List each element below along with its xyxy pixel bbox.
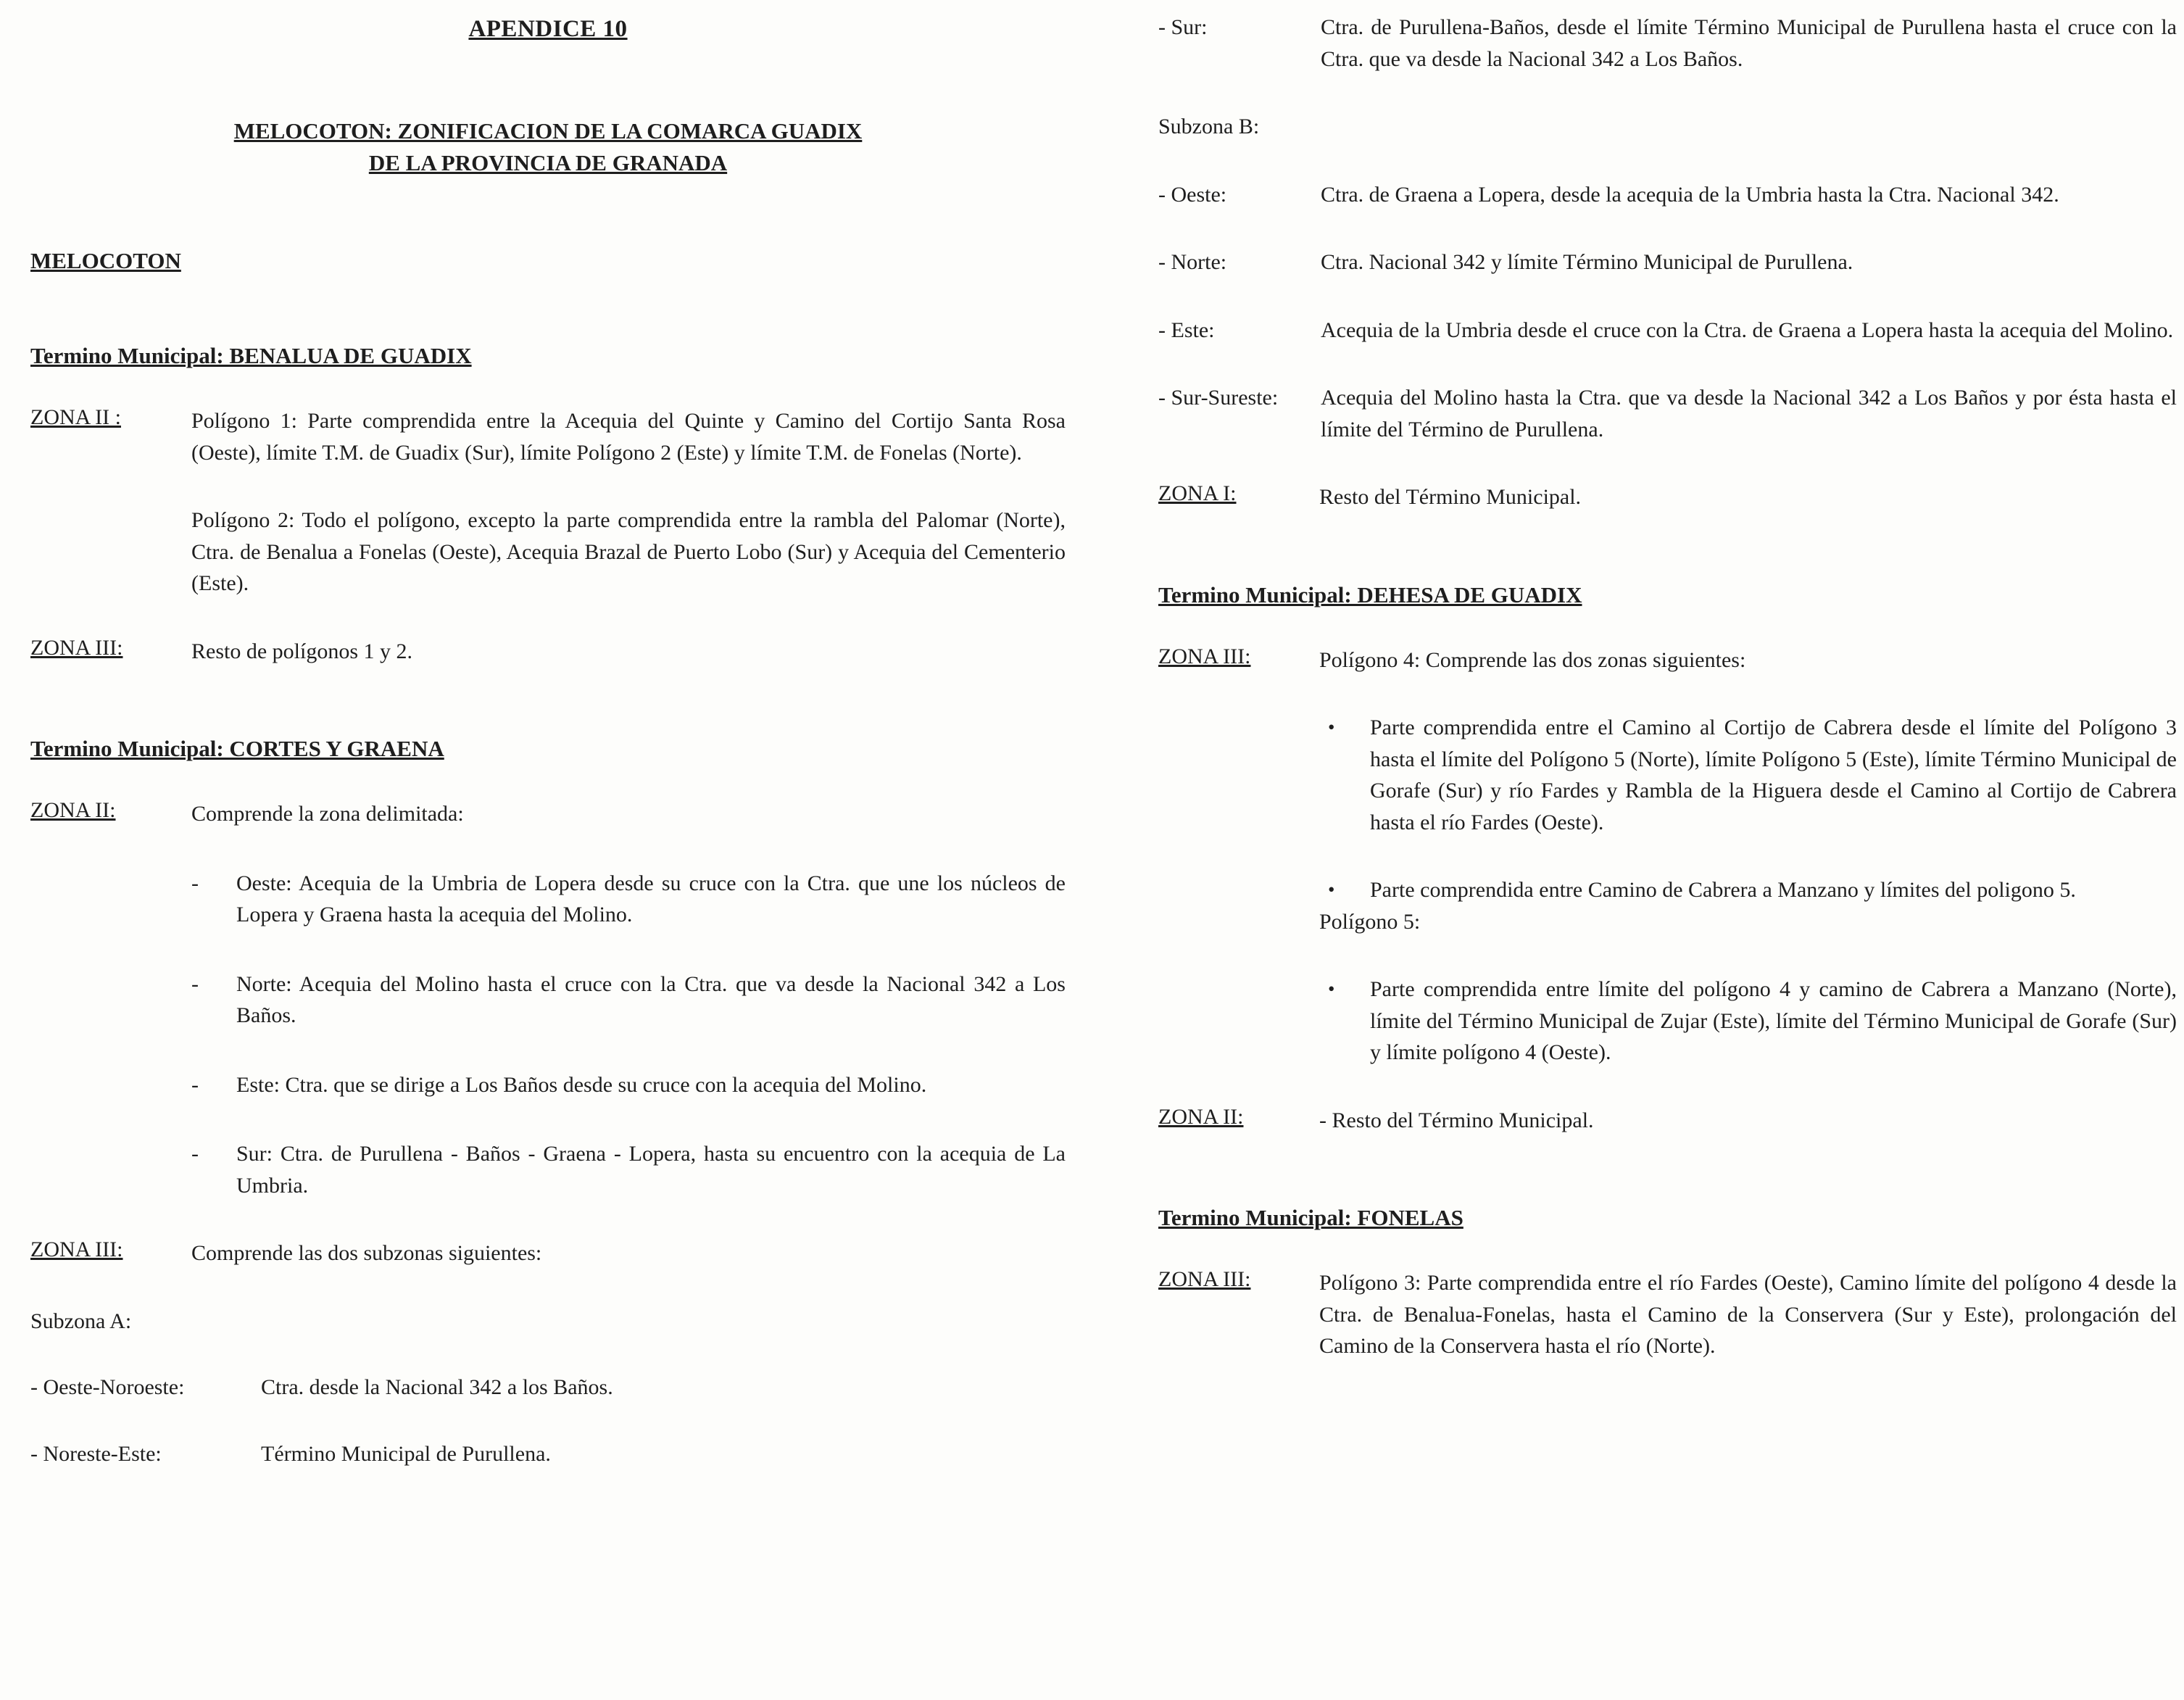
dash-item-text: Este: Ctra. que se dirige a Los Baños desde su cruce con la acequia del Molino.: [236, 1072, 927, 1097]
dash-marker: -: [191, 971, 199, 996]
bullet-marker: •: [1328, 978, 1335, 1000]
product-heading: MELOCOTON: [30, 248, 181, 274]
zone-paragraph: Comprende las dos subzonas siguientes:: [191, 1241, 542, 1266]
zone-paragraph: Polígono 1: Parte comprendida entre la Acequia del Quinte y Camino del Cortijo Santa Rosa (Oeste), límite T.M. de Guadix (Sur), límite Polígono 2 (Este) y límite T.M. de Fonelas (Norte).: [191, 409, 1066, 465]
zone-paragraph: Polígono 2: Todo el polígono, excepto la parte comprendida entre la rambla del Palomar (Norte), Ctra. de Benalua a Fonelas (Oeste), Acequia Brazal de Puerto Lobo (Sur) y Acequia del Cementerio (Este).: [191, 508, 1066, 596]
zone-body: [191, 636, 1066, 668]
zone-body: [1319, 1267, 2177, 1362]
dash-item-text: Norte: Acequia del Molino hasta el cruce con la Ctra. que va desde la Nacional 342 a Los Baños.: [236, 971, 1066, 1028]
zone-body: [191, 798, 1066, 1201]
municipality-heading-dehesa: Termino Municipal: DEHESA DE GUADIX: [1158, 581, 1582, 608]
doc-subtitle-line-2: DE LA PROVINCIA DE GRANADA: [368, 150, 728, 176]
zone-entry-benalua-zona2: [30, 405, 1066, 600]
subzone-entry: [1158, 179, 2177, 211]
municipality-heading-benalua: Termino Municipal: BENALUA DE GUADIX: [30, 343, 472, 369]
dash-list-item: [191, 1069, 1066, 1101]
subzone-entry-text: Acequia de la Umbria desde el cruce con la Ctra. de Graena a Lopera hasta la acequia del Molino.: [1321, 318, 2174, 342]
zone-body: [191, 405, 1066, 600]
zone-label: ZONA III:: [1158, 644, 1251, 668]
dash-marker: -: [191, 1142, 199, 1166]
subzone-entry-text: Ctra. desde la Nacional 342 a los Baños.: [261, 1375, 613, 1400]
subzone-entry: [30, 1372, 1066, 1403]
bullet-list-item: [1319, 974, 2177, 1069]
subzone-entry-text: Término Municipal de Purullena.: [261, 1441, 551, 1466]
dash-item-text: Oeste: Acequia de la Umbria de Lopera desde su cruce con la Ctra. que une los núcleos de Lopera y Graena hasta la acequia del Molino.: [236, 871, 1066, 927]
dash-list-item: [191, 868, 1066, 931]
dash-marker: -: [191, 1072, 199, 1097]
zone-label: ZONA III:: [30, 1237, 123, 1262]
subzone-entry-label: - Oeste:: [1158, 182, 1227, 207]
zone-body: [1319, 644, 2177, 1069]
bullet-item-text: Parte comprendida entre Camino de Cabrera a Manzano y límites del poligono 5.: [1370, 878, 2076, 902]
doc-subtitle-line-1: MELOCOTON: ZONIFICACION DE LA COMARCA GUADIX: [233, 118, 863, 144]
subzone-entry: [1158, 315, 2177, 347]
dash-list-item: [191, 969, 1066, 1032]
zone-paragraph: Resto de polígonos 1 y 2.: [191, 639, 412, 663]
subzone-entry-label: - Este:: [1158, 318, 1215, 342]
zone-body: [1319, 481, 2177, 513]
zone-entry-benalua-zona3: [30, 636, 1066, 668]
zone-paragraph: Polígono 3: Parte comprendida entre el río Fardes (Oeste), Camino límite del polígono 4 desde la Ctra. de Benalua-Fonelas, hasta el Camino de la Conservera (Sur y Este), prolongación del Camino de la Conservera hasta el río (Norte).: [1319, 1271, 2177, 1358]
subzone-entry-label: - Sur:: [1158, 15, 1208, 39]
left-column: [30, 0, 1066, 1469]
bullet-list-item: [1319, 712, 2177, 838]
bullet-list-item: [1319, 874, 2177, 906]
subzone-entry-label: - Norte:: [1158, 250, 1227, 274]
zone-label: ZONA I:: [1158, 481, 1237, 505]
right-column: [1158, 0, 2177, 1362]
zone-paragraph: Comprende la zona delimitada:: [191, 802, 464, 826]
zone-entry-cortes-zona1: [1158, 481, 2177, 513]
subzone-entry: [1158, 382, 2177, 445]
subzone-entry: [1158, 12, 2177, 75]
dash-item-text: Sur: Ctra. de Purullena - Baños - Graena - Lopera, hasta su encuentro con la acequia de La Umbria.: [236, 1142, 1066, 1198]
dash-marker: -: [191, 871, 199, 895]
subzone-heading-a: Subzona A:: [30, 1309, 132, 1333]
zone-entry-fonelas-zona3: [1158, 1267, 2177, 1362]
subzone-heading-b: Subzona B:: [1158, 115, 1260, 138]
zone-label: ZONA III:: [1158, 1267, 1251, 1291]
zone-entry-cortes-zona3: [30, 1237, 1066, 1269]
zone-paragraph: - Resto del Término Municipal.: [1319, 1108, 1594, 1132]
zone-body: [191, 1237, 1066, 1269]
zone-paragraph: Resto del Término Municipal.: [1319, 485, 1582, 509]
zone-entry-cortes-zona2: [30, 798, 1066, 1201]
zone-label: ZONA II:: [30, 798, 116, 823]
appendix-title: APENDICE 10: [468, 16, 628, 42]
subzone-entry-text: Ctra. Nacional 342 y límite Término Municipal de Purullena.: [1321, 250, 1853, 274]
zone-entry-dehesa-zona2: [1158, 1105, 2177, 1137]
poligono5-title: Polígono 5:: [1319, 909, 1421, 934]
bullet-item-text: Parte comprendida entre límite del polígono 4 y camino de Cabrera a Manzano (Norte), límite del Término Municipal de Zujar (Este), límite del Término Municipal de Gorafe (Sur) y límite polígono 4 (Oeste).: [1370, 977, 2177, 1064]
zone-label: ZONA II :: [30, 405, 121, 430]
zone-label: ZONA II:: [1158, 1104, 1244, 1129]
subzone-entry: [1158, 246, 2177, 278]
municipality-heading-fonelas: Termino Municipal: FONELAS: [1158, 1205, 1463, 1230]
subzone-entry-text: Acequia del Molino hasta la Ctra. que va desde la Nacional 342 a Los Baños y por ésta hasta el límite del Término de Purullena.: [1321, 386, 2177, 441]
bullet-marker: •: [1328, 716, 1335, 738]
doc-subtitle: [30, 115, 1066, 179]
subzone-entry: [30, 1438, 1066, 1470]
subzone-entry-label: - Sur-Sureste:: [1158, 386, 1279, 410]
bullet-item-text: Parte comprendida entre el Camino al Cortijo de Cabrera desde el límite del Polígono 3 hasta el límite del Polígono 5 (Norte), límite Polígono 5 (Este), límite Término Municipal de Gorafe (Sur) y río Fardes y Rambla de la Higuera desde el Camino al Cortijo de Cabrera hasta el río Fardes (Oeste).: [1370, 716, 2177, 834]
zone-label: ZONA III:: [30, 635, 123, 660]
subzone-entry-label: - Noreste-Este:: [30, 1441, 162, 1466]
subzone-entry-text: Ctra. de Purullena-Baños, desde el límite Término Municipal de Purullena hasta el cruce con la Ctra. que va desde la Nacional 342 a Los Baños.: [1321, 15, 2177, 71]
subzone-entry-label: - Oeste-Noroeste:: [30, 1375, 185, 1400]
dash-list-item: [191, 1138, 1066, 1201]
zone-paragraph: Polígono 4: Comprende las dos zonas siguientes:: [1319, 647, 1746, 672]
subzone-entry-text: Ctra. de Graena a Lopera, desde la acequia de la Umbria hasta la Ctra. Nacional 342.: [1321, 182, 2059, 207]
bullet-marker: •: [1328, 879, 1335, 900]
zone-entry-dehesa-zona3: [1158, 644, 2177, 1069]
municipality-heading-cortes: Termino Municipal: CORTES Y GRAENA: [30, 736, 444, 762]
zone-body: [1319, 1105, 2177, 1137]
